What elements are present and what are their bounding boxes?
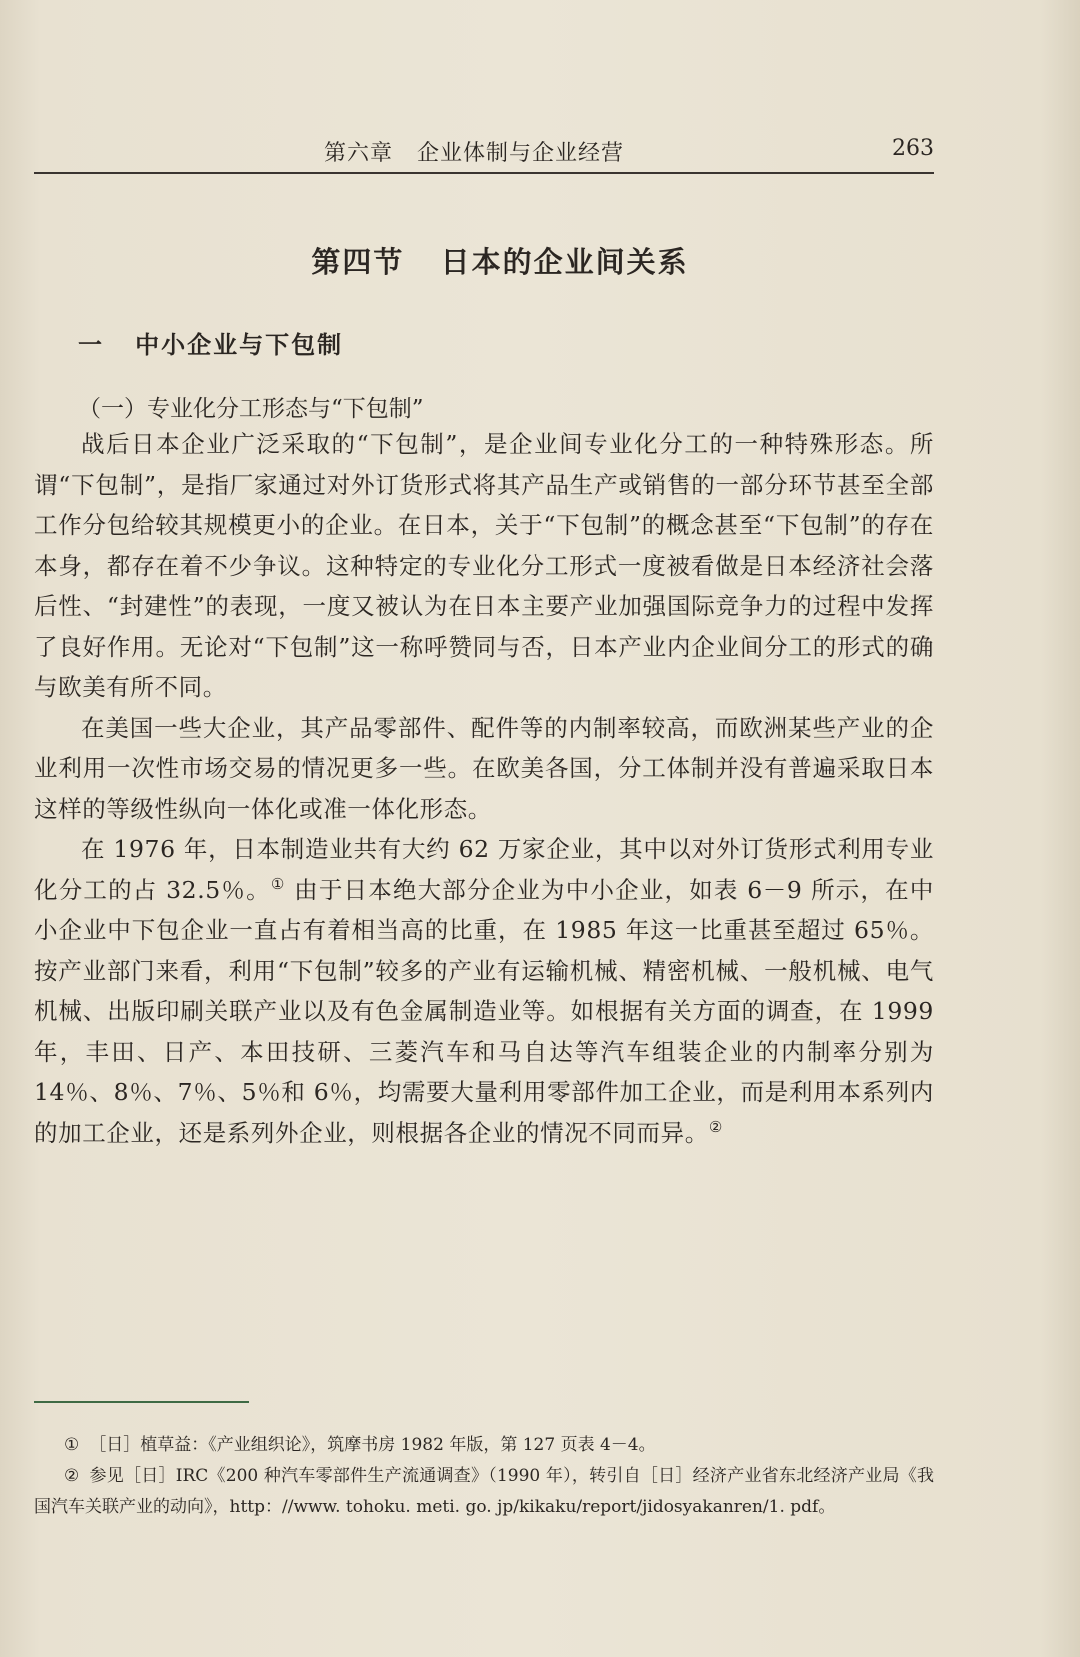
chapter-title: 企业体制与企业经营 [417, 141, 625, 166]
paragraph [34, 829, 934, 1153]
section-name: 日本的企业间关系 [440, 245, 689, 279]
paragraph: 在美国一些大企业，其产品零部件、配件等的内制率较高，而欧洲某些产业的企业利用一次性市场交易的情况更多一些。在欧美各国，分工体制并没有普遍采取日本这样的等级性纵向一体化或准一体化形态。 [34, 713, 934, 823]
subsection-title [78, 325, 343, 360]
paragraph-text: 在 1976 年，日本制造业共有大约 62 万家企业，其中以对外订货形式利用专业化分工的占 32.5％。 [34, 835, 934, 904]
footnote [34, 1461, 934, 1523]
page-number: 263 [892, 136, 934, 161]
sub-subsection-title: （一）专业化分工形态与“下包制” [78, 396, 424, 422]
footnote-text: ［日］植草益：《产业组织论》，筑摩书房 1982 年版，第 127 页表 4－4。 [89, 1435, 656, 1455]
footnote [34, 1430, 934, 1461]
subsection-name: 中小企业与下包制 [135, 330, 344, 359]
footnote-ref-1[interactable]: ① [270, 874, 286, 893]
body-text [34, 424, 934, 1153]
running-header [34, 136, 934, 176]
chapter-number: 第六章 [324, 141, 394, 166]
header-chapter-title [324, 136, 624, 167]
section-title [0, 240, 1000, 281]
subsection-number: 一 [78, 330, 104, 359]
footnote-text: 参见［日］IRC《200 种汽车零部件生产流通调查》（1990 年），转引自［日］经济产业省东北经济产业局《我国汽车关联产业的动向》，http：//www. tohoku. meti. go. jp/kikaku/report/jidosyakanren/1. pdf。 [34, 1466, 934, 1517]
paragraph: 战后日本企业广泛采取的“下包制”，是企业间专业化分工的一种特殊形态。所谓“下包制”，是指厂家通过对外订货形式将其产品生产或销售的一部分环节甚至全部工作分包给较其规模更小的企业。在日本，关于“下包制”的概念甚至“下包制”的存在本身，都存在着不少争议。这种特定的专业化分工形式一度被看做是日本经济社会落后性、“封建性”的表现，一度又被认为在日本主要产业加强国际竞争力的过程中发挥了良好作用。无论对“下包制”这一称呼赞同与否，日本产业内企业间分工的形式的确与欧美有所不同。 [34, 430, 934, 701]
footnote-rule [34, 1401, 249, 1403]
header-rule [34, 172, 934, 174]
section-number: 第四节 [311, 245, 405, 279]
footnote-mark: ② [64, 1466, 80, 1486]
footnote-ref-2[interactable]: ② [708, 1117, 723, 1136]
footnotes [34, 1430, 934, 1523]
paragraph-text: 由于日本绝大部分企业为中小企业，如表 6－9 所示，在中小企业中下包企业一直占有着相当高的比重，在 1985 年这一比重甚至超过 65％。按产业部门来看，利用“下包制”较多的产业有运输机械、精密机械、一般机械、电气机械、出版印刷关联产业以及有色金属制造业等。如根据有关方面的调查，在 1999 年，丰田、日产、本田技研、三菱汽车和马自达等汽车组装企业的内制率分别为 14％、8％、7％、5％和 6％，均需要大量利用零部件加工企业，而是利用本系列内的加工企业，还是系列外企业，则根据各企业的情况不同而异。 [34, 875, 934, 1147]
footnote-mark: ① [64, 1435, 80, 1455]
